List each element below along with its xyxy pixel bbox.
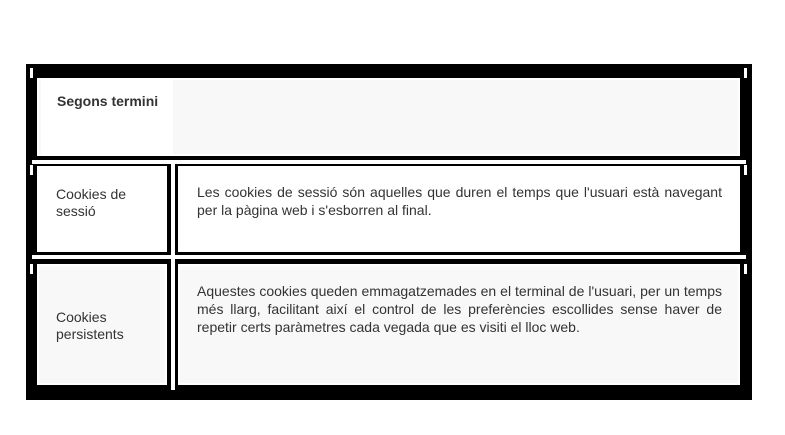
corner-tick: [744, 264, 747, 274]
cookies-table: [26, 64, 752, 400]
table-header-cell: [37, 78, 740, 156]
table-row-label-cell: [37, 166, 167, 252]
header-label-background: [41, 80, 173, 156]
row-description: Aquestes cookies queden emmagatzemades en el terminal de l'usuari, per un temps més llarg, facilitant així el control de les preferències escollides sense haver de repetir certs paràmetres cada vegada que es visiti el lloc web.: [197, 283, 722, 335]
corner-tick: [30, 165, 33, 175]
corner-tick: [744, 68, 747, 78]
corner-tick: [744, 165, 747, 175]
corner-tick: [30, 68, 33, 78]
column-separator: [171, 164, 175, 390]
table-row-description-cell: [178, 166, 740, 252]
row-label: Cookies de sessió: [56, 186, 127, 219]
row-label: Cookies persistents: [56, 309, 124, 342]
row-separator: [32, 160, 746, 164]
table-header-title: Segons termini: [57, 93, 159, 109]
corner-tick: [30, 264, 33, 274]
row-description: Les cookies de sessió són aquelles que duren el temps que l'usuari està navegant per la pàgina web i s'esborren al final.: [197, 184, 722, 218]
table-row-label-cell: [37, 264, 167, 385]
row-separator: [32, 255, 746, 259]
table-row-description-cell: [178, 264, 740, 385]
